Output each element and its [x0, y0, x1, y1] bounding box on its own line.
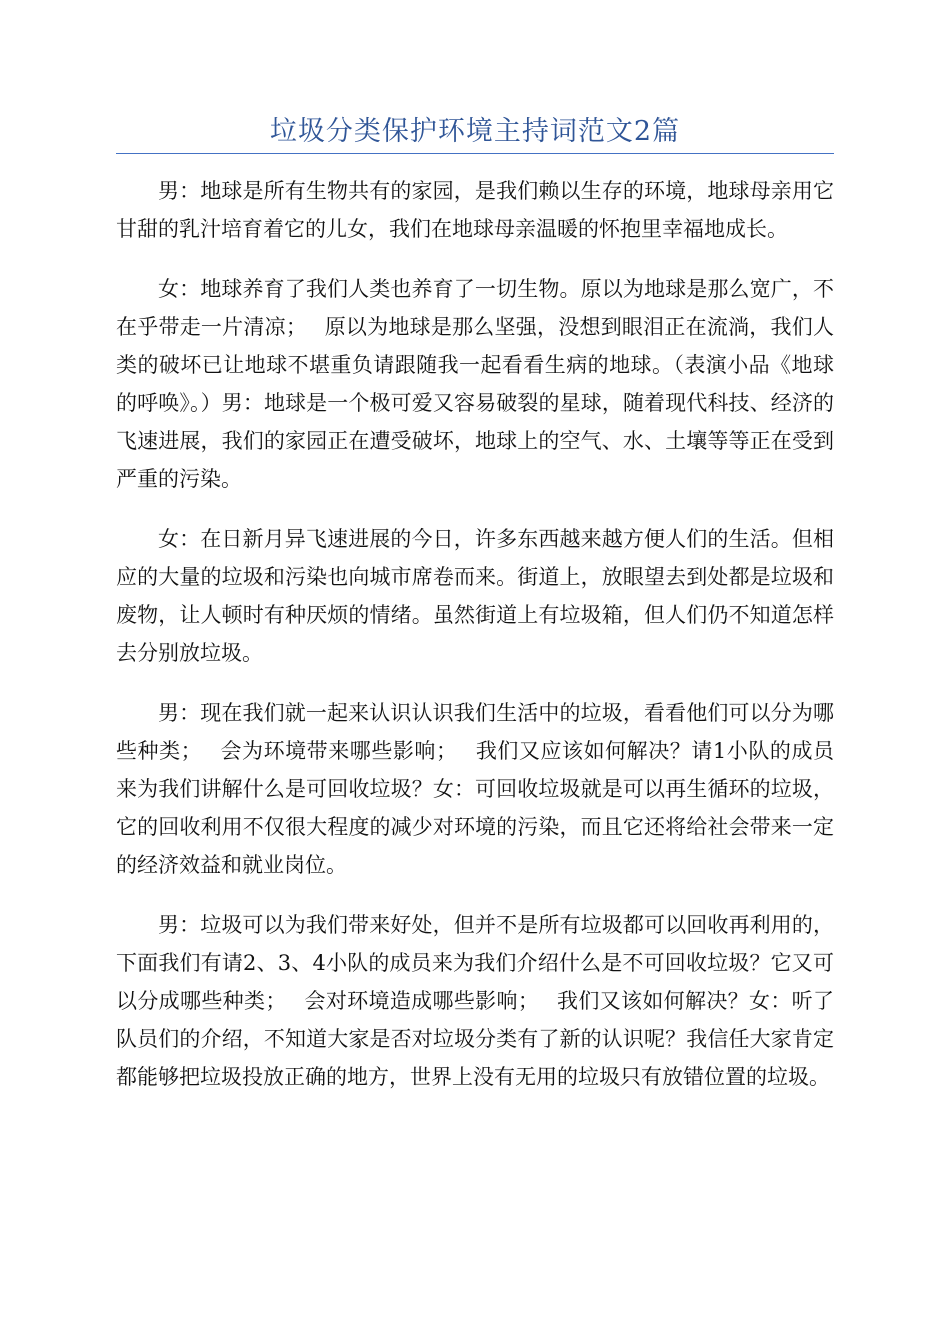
paragraph-5: 男：垃圾可以为我们带来好处，但并不是所有垃圾都可以回收再利用的，下面我们有请2、3、4小队的成员来为我们介绍什么是不可回收垃圾？它又可以分成哪些种类； 会对环境造成哪些影响； 我们又该如何解决？女：听了队员们的介绍，不知道大家是否对垃圾分类有了新的认识呢？我信任大家肯定都能够把垃圾投放正确的地方，世界上没有无用的垃圾只有放错位置的垃圾。 — [116, 913, 834, 1089]
document-title: 垃圾分类保护环境主持词范文2篇 — [269, 116, 681, 147]
paragraph-4: 男：现在我们就一起来认识认识我们生活中的垃圾，看看他们可以分为哪些种类； 会为环境带来哪些影响； 我们又应该如何解决？请1小队的成员来为我们讲解什么是可回收垃圾？女：可回收垃圾就是可以再生循环的垃圾，它的回收利用不仅很大程度的减少对环境的污染，而且它还将给社会带来一定的经济效益和就业岗位。 — [116, 701, 834, 877]
paragraph-2: 女：地球养育了我们人类也养育了一切生物。原以为地球是那么宽广，不在乎带走一片清凉； 原以为地球是那么坚强，没想到眼泪正在流淌，我们人类的破坏已让地球不堪重负请跟随我一起看看生病的地球。（表演小品《地球的呼唤》。）男：地球是一个极可爱又容易破裂的星球，随着现代科技、经济的飞速进展，我们的家园正在遭受破坏，地球上的空气、水、土壤等等正在受到严重的污染。 — [116, 277, 834, 491]
paragraph-3: 女：在日新月异飞速进展的今日，许多东西越来越方便人们的生活。但相应的大量的垃圾和污染也向城市席卷而来。街道上，放眼望去到处都是垃圾和废物，让人顿时有种厌烦的情绪。虽然街道上有垃圾箱，但人们仍不知道怎样去分别放垃圾。 — [116, 527, 834, 665]
title-underline — [116, 153, 834, 154]
document-body — [116, 172, 834, 1118]
paragraph-1: 男：地球是所有生物共有的家园，是我们赖以生存的环境，地球母亲用它甘甜的乳汁培育着它的儿女，我们在地球母亲温暖的怀抱里幸福地成长。 — [116, 179, 834, 241]
